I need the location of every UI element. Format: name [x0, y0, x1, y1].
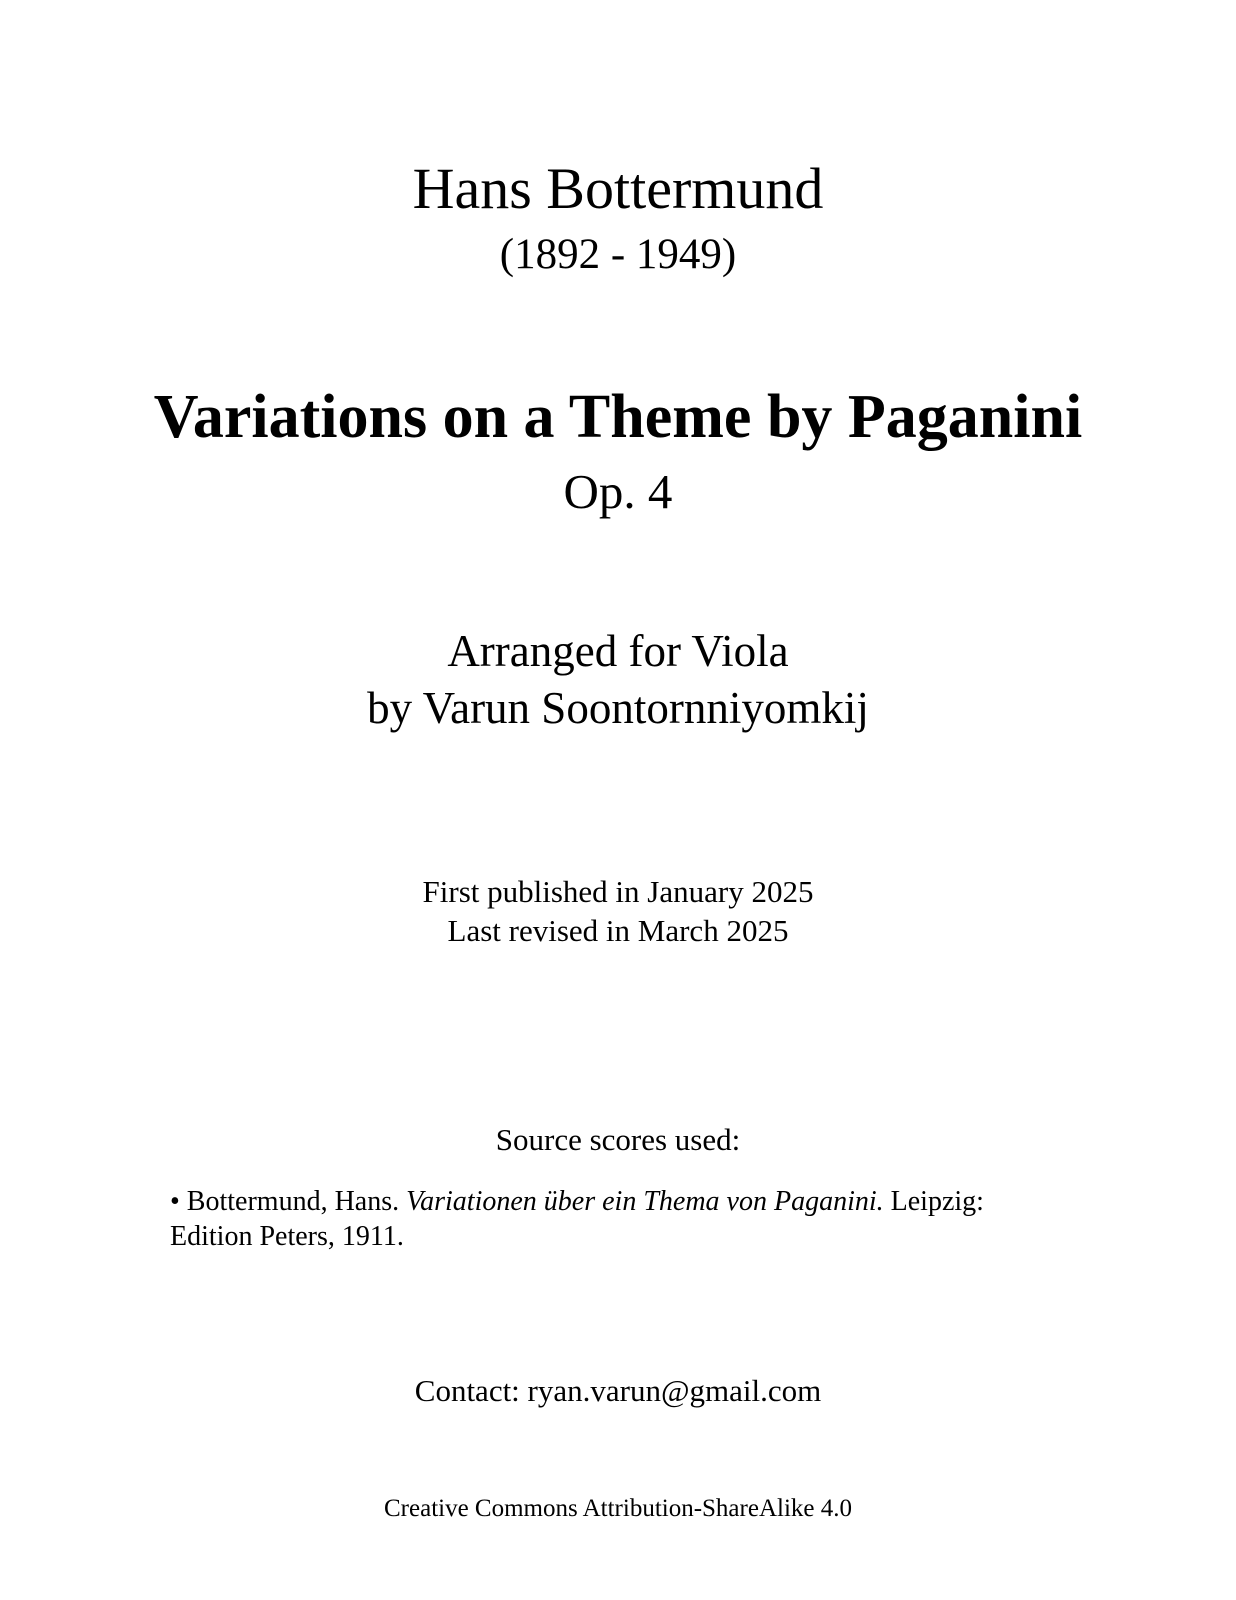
source-entry-prefix: • Bottermund, Hans. [170, 1186, 407, 1217]
opus-number: Op. 4 [563, 464, 673, 519]
source-entry-suffix: Leipzig: Edition Peters, 1911. [170, 1186, 984, 1252]
work-title: Variations on a Theme by Paganini [153, 383, 1083, 451]
sources-heading: Source scores used: [495, 1122, 741, 1157]
license-line: Creative Commons Attribution-ShareAlike 4.0 [384, 1495, 852, 1522]
arranger-name: by Varun Soontornniyomkij [367, 683, 869, 733]
composer-dates: (1892 - 1949) [499, 231, 737, 278]
contact-line: Contact: ryan.varun@gmail.com [414, 1373, 822, 1408]
source-entry [170, 1184, 1070, 1254]
arrangement-instrument: Arranged for Viola [447, 626, 789, 676]
composer-name: Hans Bottermund [412, 156, 824, 221]
first-published: First published in January 2025 [422, 874, 814, 909]
source-entry-title: Variationen über ein Thema von Paganini. [406, 1186, 884, 1217]
last-revised: Last revised in March 2025 [447, 913, 789, 948]
